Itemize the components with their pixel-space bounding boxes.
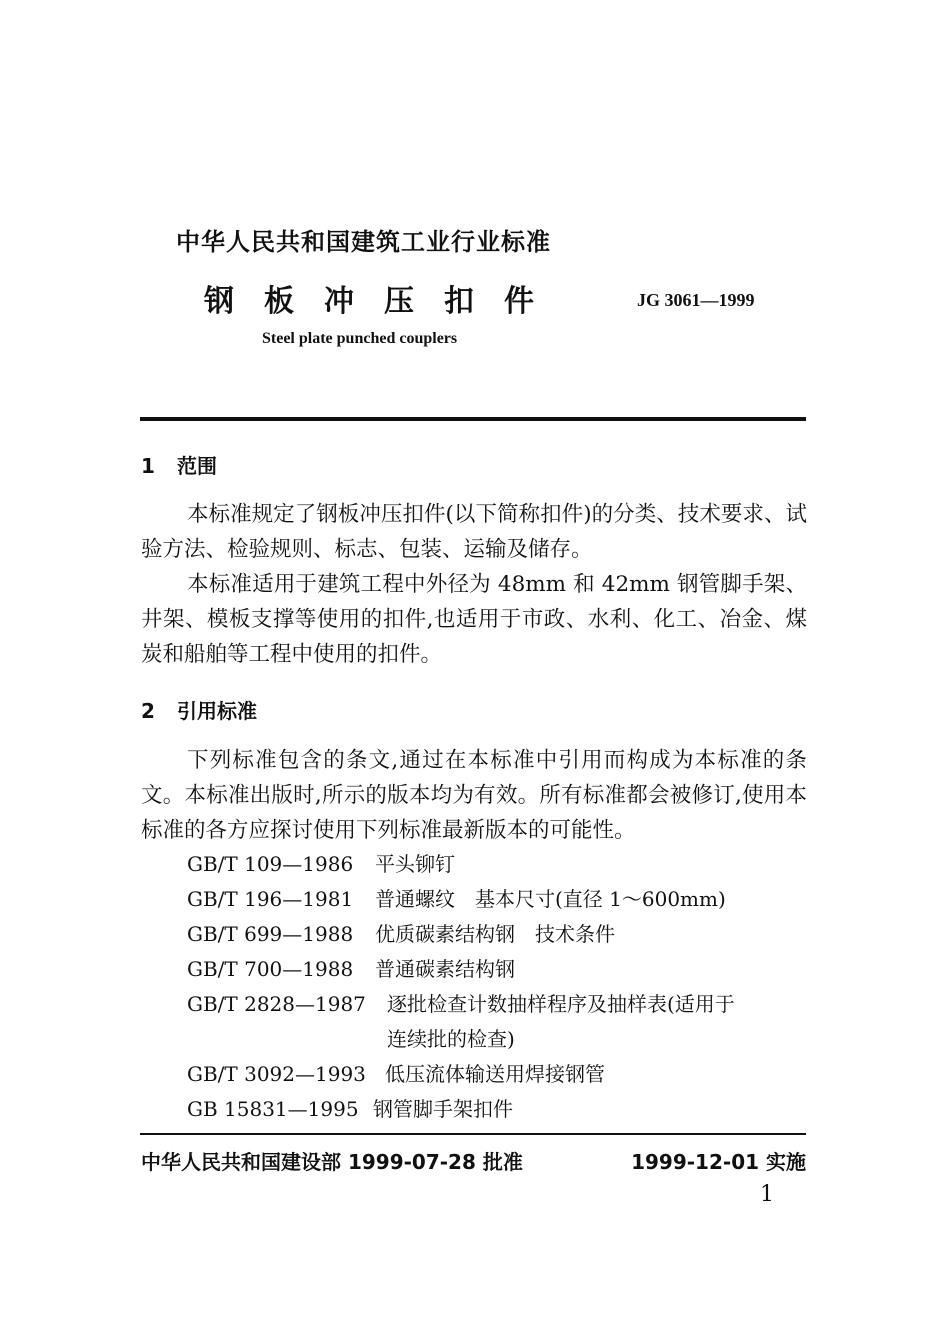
reference-title: 平头铆钉 (375, 852, 455, 876)
reference-title: 普通碳素结构钢 (375, 957, 515, 981)
section-1-title: 范围 (177, 454, 217, 478)
reference-title: 普通螺纹 基本尺寸(直径 1～600mm) (375, 887, 726, 911)
reference-title: 低压流体输送用焊接钢管 (385, 1062, 605, 1086)
reference-code: GB/T 700—1988 (187, 957, 354, 981)
standard-code: JG 3061—1999 (637, 290, 755, 310)
document-title: 钢板冲压扣件 (204, 284, 564, 319)
reference-item (187, 882, 726, 917)
section-1-paragraph-1: 本标准规定了钢板冲压扣件(以下简称扣件)的分类、技术要求、试验方法、检验规则、标志、包装、运输及储存。 (141, 502, 807, 562)
reference-title-continuation: 连续批的检查) (387, 1027, 515, 1051)
section-1-number: 1 (141, 454, 155, 478)
reference-title: 钢管脚手架扣件 (373, 1097, 513, 1121)
reference-code: GB/T 3092—1993 (187, 1062, 366, 1086)
reference-code: GB/T 109—1986 (187, 852, 354, 876)
approval-note: 中华人民共和国建设部 1999-07-28 批准 (141, 1150, 523, 1174)
reference-code: GB/T 2828—1987 (187, 992, 366, 1016)
reference-code: GB 15831—1995 (187, 1097, 359, 1121)
header-divider (140, 417, 806, 421)
section-2-number: 2 (141, 699, 155, 723)
reference-item (187, 1057, 605, 1092)
page-number: 1 (760, 1182, 774, 1207)
reference-item (187, 952, 515, 987)
reference-item (187, 1092, 513, 1127)
section-2-body (141, 743, 807, 848)
reference-title: 逐批检查计数抽样程序及抽样表(适用于 (387, 992, 735, 1016)
reference-item (187, 847, 455, 882)
footer-divider (140, 1133, 806, 1135)
effective-date: 1999-12-01 实施 (631, 1150, 806, 1174)
section-2-intro: 下列标准包含的条文,通过在本标准中引用而构成为本标准的条文。本标准出版时,所示的版本均为有效。所有标准都会被修订,使用本标准的各方应探讨使用下列标准最新版本的可能性。 (141, 748, 807, 843)
standard-organization: 中华人民共和国建筑工业行业标准 (176, 228, 551, 256)
section-2-heading (141, 695, 257, 724)
section-1-paragraph-2: 本标准适用于建筑工程中外径为 48mm 和 42mm 钢管脚手架、井架、模板支撑等使用的扣件,也适用于市政、水利、化工、冶金、煤炭和船舶等工程中使用的扣件。 (141, 572, 807, 667)
reference-code: GB/T 196—1981 (187, 887, 354, 911)
reference-title: 优质碳素结构钢 技术条件 (375, 922, 615, 946)
section-1-heading (141, 450, 217, 479)
english-subtitle: Steel plate punched couplers (262, 330, 458, 347)
reference-item (187, 987, 735, 1022)
reference-item (187, 917, 615, 952)
reference-code: GB/T 699—1988 (187, 922, 354, 946)
section-1-body (141, 497, 807, 672)
section-2-title: 引用标准 (177, 699, 257, 723)
